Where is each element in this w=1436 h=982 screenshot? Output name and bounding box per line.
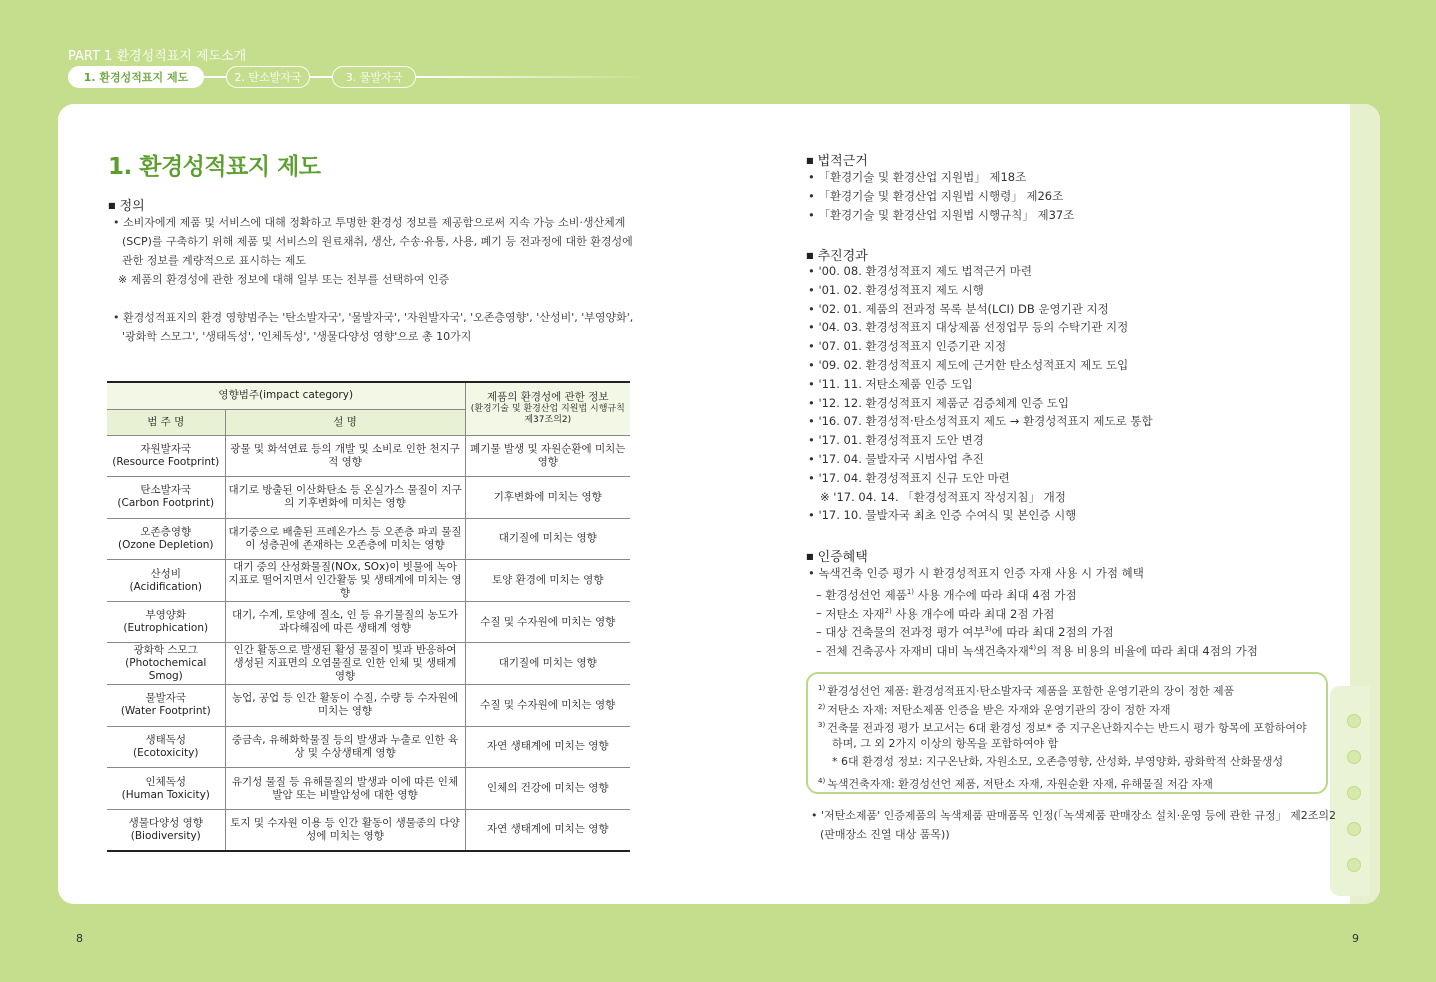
list-item: • '01. 02. 환경성적표지 제도 시행	[808, 281, 1153, 300]
benefit-main: • 녹색건축 인증 평가 시 환경성적표지 인증 자재 사용 시 가점 혜택	[808, 564, 1258, 583]
table-row	[107, 768, 630, 810]
category-name-cell	[107, 768, 225, 810]
index-dot	[1347, 750, 1361, 764]
table-row	[107, 601, 630, 643]
category-env-info: 대기질에 미치는 영향	[465, 643, 630, 685]
page-title: 1. 환경성적표지 제도	[108, 154, 321, 180]
benefit-sub: – 저탄소 자재$^{2)}$ 사용 개수에 따라 최대 2점 가점	[808, 602, 1258, 621]
benefit-heading: ■ 인증혜택	[806, 546, 868, 565]
header-env-info-sub: (환경기술 및 환경산업 지원법 시행규칙 제37조의2)	[470, 404, 625, 426]
category-name-en: (Ozone Depletion)	[117, 538, 214, 551]
part-title: PART 1 환경성적표지 제도소개	[68, 49, 247, 64]
category-name-en: (Resource Footprint)	[112, 455, 220, 468]
footnote-box	[806, 672, 1328, 794]
header-description: 설 명	[225, 409, 465, 435]
tab-carbon-footprint[interactable]: 2. 탄소발자국	[226, 66, 310, 88]
footnote: $^{1)}$ 환경성선언 제품: 환경성적표지·탄소발자국 제품을 포함한 운영기관의 장이 정한 제품	[818, 684, 1235, 698]
category-name: 탄소발자국	[140, 484, 192, 497]
page-number-right: 9	[1352, 932, 1359, 945]
category-name-cell	[107, 643, 225, 685]
category-name-en: (Photochemical Smog)	[125, 657, 207, 683]
header-env-info	[465, 382, 630, 435]
category-description: 대기, 수계, 토양에 질소, 인 등 유기물질의 농도가 과다해짐에 따른 생태계 영향	[225, 601, 465, 643]
category-name: 물발자국	[145, 692, 187, 705]
category-description: 광물 및 화석연료 등의 개발 및 소비로 인한 천지구적 영향	[225, 435, 465, 477]
footnote: $^{3)}$ 건축물 전과정 평가 보고서는 6대 환경성 정보* 중 지구온난화지수는 반드시 평가 항목에 포함하여야	[818, 721, 1307, 735]
list-item: • '12. 12. 환경성적표지 제품군 검증체계 인증 도입	[808, 394, 1153, 413]
definition-text: • 소비자에게 제품 및 서비스에 대해 정확하고 투명한 환경성 정보를 제공함으로써 지속 가능 소비·생산체계(SCP)를 구축하기 위해 제품 및 서비스의 원료채취, 생산, 수송·유통, 사용, 폐기 등 전과정에 대한 환경성에 관한 정보를 계량적으로 표시하는 제도	[113, 216, 633, 267]
category-name: 부영양화	[145, 609, 187, 622]
category-description: 토지 및 수자원 이용 등 인간 활동이 생물종의 다양성에 미치는 영향	[225, 809, 465, 851]
category-name-cell	[107, 685, 225, 727]
tab-trail-line	[416, 76, 646, 78]
footnote: $^{4)}$ 녹색건축자재: 환경성선언 제품, 저탄소 자재, 자원순환 자재, 유해물질 저감 자재	[818, 776, 1213, 791]
list-item: • 「환경기술 및 환경산업 지원법 시행령」 제26조	[808, 187, 1074, 206]
category-env-info: 폐기물 발생 및 자원순환에 미치는 영향	[465, 435, 630, 477]
footer-note: • '저탄소제품' 인증제품의 녹색제품 판매품목 인정(「녹색제품 판매장소 설치·운영 등에 관한 규정」 제2조의2 (판매장소 진열 대상 품목))	[811, 809, 1336, 841]
category-name-cell	[107, 518, 225, 560]
category-name-cell	[107, 435, 225, 477]
table-row	[107, 726, 630, 768]
category-env-info: 자연 생태계에 미치는 영향	[465, 809, 630, 851]
category-name-en: (Biodiversity)	[130, 829, 201, 842]
history-note: ※ '17. 04. 14. 「환경성적표지 작성지침」 개정	[820, 489, 1066, 504]
category-name-en: (Acidification)	[129, 580, 202, 593]
category-name: 인체독성	[145, 775, 187, 788]
index-dot	[1347, 858, 1361, 872]
header-env-info-title: 제품의 환경성에 관한 정보	[486, 391, 609, 404]
benefit-list	[808, 564, 1258, 658]
list-item: • '09. 02. 환경성적표지 제도에 근거한 탄소성적표지 제도 도입	[808, 356, 1153, 375]
category-name: 생태독성	[145, 733, 187, 746]
category-name-en: (Water Footprint)	[120, 705, 211, 718]
category-description: 중금속, 유해화학물질 등의 발생과 누출로 인한 육상 및 수상생태계 영향	[225, 726, 465, 768]
footnote: $^{2)}$ 저탄소 자재: 저탄소제품 인증을 받은 자재와 운영기관의 장이 정한 자재	[818, 702, 1171, 717]
list-item: • '16. 07. 환경성적·탄소성적표지 제도 → 환경성적표지 제도로 통합	[808, 412, 1153, 431]
category-name-en: (Eutrophication)	[123, 622, 209, 635]
category-name-cell	[107, 601, 225, 643]
category-name-cell	[107, 726, 225, 768]
category-description: 유기성 물질 등 유해물질의 발생과 이에 따른 인체 발암 또는 비발암성에 대한 영향	[225, 768, 465, 810]
category-name-en: (Human Toxicity)	[121, 788, 210, 801]
impact-categories-text: • 환경성적표지의 환경 영향범주는 '탄소발자국', '물발자국', '자원발자국', '오존층영향', '산성비', '부영양화', '광화학 스모그', '생태독성', '인체독성', '생물다양성 영향'으로 총 10가지	[113, 311, 634, 343]
category-name: 오존층영향	[140, 525, 192, 538]
list-item: • '07. 01. 환경성적표지 인증기관 지정	[808, 337, 1153, 356]
list-item: • '11. 11. 저탄소제품 인증 도입	[808, 375, 1153, 394]
category-env-info: 기후변화에 미치는 영향	[465, 477, 630, 519]
category-env-info: 대기질에 미치는 영향	[465, 518, 630, 560]
index-dot	[1347, 786, 1361, 800]
index-dot	[1347, 822, 1361, 836]
legal-basis-heading: ■ 법적근거	[806, 150, 868, 169]
category-env-info: 수질 및 수자원에 미치는 영향	[465, 601, 630, 643]
history-list	[808, 262, 1153, 525]
page-number-left: 8	[76, 932, 83, 945]
definition-note: ※ 제품의 환경성에 관한 정보에 대해 일부 또는 전부를 선택하여 인증	[118, 273, 450, 286]
definition-heading: ■ 정의	[108, 195, 145, 214]
header-impact-category: 영향범주(impact category)	[107, 382, 465, 409]
category-name-en: (Ecotoxicity)	[133, 746, 199, 759]
category-name: 자원발자국	[140, 442, 192, 455]
category-name: 산성비	[150, 567, 181, 580]
legal-basis-list	[808, 168, 1074, 224]
header-category-name: 범 주 명	[107, 409, 225, 435]
category-description: 농업, 공업 등 인간 활동이 수질, 수량 등 수자원에 미치는 영향	[225, 685, 465, 727]
list-item: • 「환경기술 및 환경산업 지원법 시행규칙」 제37조	[808, 206, 1074, 225]
category-env-info: 수질 및 수자원에 미치는 영향	[465, 685, 630, 727]
category-env-info: 인체의 건강에 미치는 영향	[465, 768, 630, 810]
section-tabs	[68, 66, 646, 88]
table-row	[107, 685, 630, 727]
category-name: 생물다양성 영향	[128, 816, 203, 829]
category-description: 대기로 방출된 이산화탄소 등 온실가스 물질이 지구의 기후변화에 미치는 영향	[225, 477, 465, 519]
list-item: • '17. 01. 환경성적표지 도안 변경	[808, 431, 1153, 450]
category-name-cell	[107, 477, 225, 519]
table-row	[107, 435, 630, 477]
category-name-cell	[107, 809, 225, 851]
tab-water-footprint[interactable]: 3. 물발자국	[332, 66, 416, 88]
list-item: • 「환경기술 및 환경산업 지원법」 제18조	[808, 168, 1074, 187]
category-env-info: 토양 환경에 미치는 영향	[465, 560, 630, 602]
list-item: • '00. 08. 환경성적표지 제도 법적근거 마련	[808, 262, 1153, 281]
category-env-info: 자연 생태계에 미치는 영향	[465, 726, 630, 768]
table-row	[107, 809, 630, 851]
table-row	[107, 477, 630, 519]
category-name-cell	[107, 560, 225, 602]
table-row	[107, 643, 630, 685]
list-item: • '17. 04. 환경성적표지 신규 도안 마련	[808, 469, 1153, 488]
impact-category-table	[107, 381, 630, 852]
footnote: * 6대 환경성 정보: 지구온난화, 자원소모, 오존층영향, 산성화, 부영양화, 광화학적 산화물생성	[832, 755, 1284, 768]
table-row	[107, 518, 630, 560]
footnote: 하며, 그 외 2가지 이상의 항목을 포함하여야 함	[832, 736, 1059, 750]
tab-connector	[310, 76, 332, 78]
list-item: • '17. 10. 물발자국 최초 인증 수여식 및 본인증 시행	[808, 506, 1153, 525]
table-row	[107, 560, 630, 602]
index-dot	[1347, 714, 1361, 728]
category-name: 광화학 스모그	[133, 644, 198, 657]
benefit-sub: – 대상 건축물의 전과정 평가 여부$^{3)}$에 따라 최대 2점의 가점	[808, 620, 1258, 639]
category-name-en: (Carbon Footprint)	[117, 497, 215, 510]
list-item: • '17. 04. 물발자국 시범사업 추진	[808, 450, 1153, 469]
benefit-sub: – 전체 건축공사 자재비 대비 녹색건축자재$^{4)}$의 적용 비용의 비율에 따라 최대 4점의 가점	[808, 639, 1258, 658]
category-description: 대기 중의 산성화물질(NOx, SOx)이 빗물에 녹아 지표로 떨어지면서 인간활동 및 생태계에 미치는 영향	[225, 560, 465, 602]
benefit-sub: – 환경성선언 제품$^{1)}$ 사용 개수에 따라 최대 4점 가점	[808, 583, 1258, 602]
category-description: 인간 활동으로 발생된 활성 물질이 빛과 반응하여 생성된 지표면의 오염물질로 인한 인체 및 생태계 영향	[225, 643, 465, 685]
tab-connector	[204, 76, 226, 78]
list-item: • '02. 01. 제품의 전과정 목록 분석(LCI) DB 운영기관 지정	[808, 300, 1153, 319]
history-heading: ■ 추진경과	[806, 245, 868, 264]
list-item: • '04. 03. 환경성적표지 대상제품 선정업무 등의 수탁기관 지정	[808, 318, 1153, 337]
category-description: 대기중으로 배출된 프레온가스 등 오존층 파괴 물질이 성층권에 존재하는 오존층에 미치는 영향	[225, 518, 465, 560]
tab-environmental-label[interactable]: 1. 환경성적표지 제도	[68, 66, 204, 88]
